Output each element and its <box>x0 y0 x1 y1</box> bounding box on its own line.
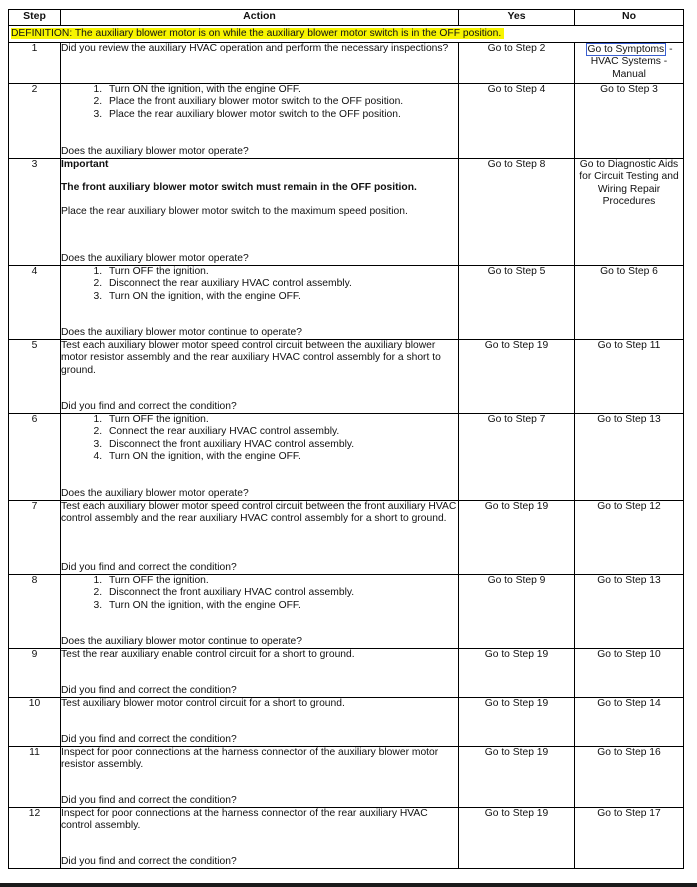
action-question: Did you find and correct the condition? <box>61 561 237 573</box>
list-item: 3. Place the rear auxiliary blower motor switch to the OFF position. <box>105 109 458 121</box>
step-number: 1 <box>9 43 61 84</box>
table-row <box>9 747 684 808</box>
header-no: No <box>575 10 684 26</box>
action-question: Does the auxiliary blower motor continue to operate? <box>61 635 302 647</box>
table-row <box>9 159 684 266</box>
action-list <box>61 84 458 121</box>
yes-result[interactable]: Go to Step 4 <box>459 84 575 159</box>
action-cell <box>61 340 459 414</box>
header-action: Action <box>61 10 459 26</box>
list-item: 1. Turn OFF the ignition. <box>105 266 458 278</box>
important-label: Important <box>61 159 109 170</box>
table-row <box>9 266 684 340</box>
action-text: Place the rear auxiliary blower motor switch to the maximum speed position. <box>61 205 408 217</box>
action-question: Does the auxiliary blower motor operate? <box>61 252 249 264</box>
action-question: Did you find and correct the condition? <box>61 794 237 806</box>
symptoms-link-rest: - HVAC Systems - Manual <box>590 44 673 80</box>
action-text: Test each auxiliary blower motor speed control circuit between the auxiliary blower motor resistor assembly and the rear auxiliary HVAC control assembly for a short to ground. <box>61 340 441 376</box>
step-number: 10 <box>9 698 61 747</box>
action-cell <box>61 159 459 266</box>
action-cell <box>61 84 459 159</box>
yes-result[interactable]: Go to Step 5 <box>459 266 575 340</box>
header-step: Step <box>9 10 61 26</box>
yes-result[interactable]: Go to Step 19 <box>459 747 575 808</box>
no-result[interactable]: Go to Step 12 <box>575 501 684 575</box>
list-item: 1. Turn ON the ignition, with the engine OFF. <box>105 84 458 96</box>
action-question: Did you find and correct the condition? <box>61 855 237 867</box>
table-row <box>9 649 684 698</box>
action-list <box>61 414 458 464</box>
list-item: 1. Turn OFF the ignition. <box>105 414 458 426</box>
yes-result[interactable]: Go to Step 8 <box>459 159 575 266</box>
step-number: 7 <box>9 501 61 575</box>
list-item: 3. Disconnect the front auxiliary HVAC control assembly. <box>105 439 458 451</box>
action-cell <box>61 414 459 501</box>
table-row <box>9 340 684 414</box>
yes-result[interactable]: Go to Step 7 <box>459 414 575 501</box>
yes-result[interactable]: Go to Step 19 <box>459 808 575 869</box>
no-result[interactable]: Go to Step 17 <box>575 808 684 869</box>
no-result[interactable]: Go to Step 10 <box>575 649 684 698</box>
action-list <box>61 266 458 303</box>
step-number: 5 <box>9 340 61 414</box>
action-cell <box>61 698 459 747</box>
action-cell <box>61 808 459 869</box>
table-row <box>9 501 684 575</box>
action-text: Inspect for poor connections at the harness connector of the rear auxiliary HVAC control assembly. <box>61 808 428 832</box>
no-result[interactable]: Go to Step 11 <box>575 340 684 414</box>
action-question: Did you find and correct the condition? <box>61 733 237 745</box>
yes-result[interactable]: Go to Step 9 <box>459 575 575 649</box>
diagnostic-table <box>8 9 684 869</box>
action-cell <box>61 575 459 649</box>
no-result[interactable]: Go to Step 14 <box>575 698 684 747</box>
table-row <box>9 575 684 649</box>
action-text: Test the rear auxiliary enable control circuit for a short to ground. <box>61 649 355 660</box>
important-text: The front auxiliary blower motor switch must remain in the OFF position. <box>61 182 417 194</box>
yes-result[interactable]: Go to Step 19 <box>459 698 575 747</box>
list-item: 2. Place the front auxiliary blower motor switch to the OFF position. <box>105 96 458 108</box>
table-row <box>9 808 684 869</box>
table-header-row <box>9 10 684 26</box>
header-yes: Yes <box>459 10 575 26</box>
bottom-divider <box>0 883 697 887</box>
action-question: Did you find and correct the condition? <box>61 400 237 412</box>
list-item: 2. Connect the rear auxiliary HVAC control assembly. <box>105 426 458 438</box>
action-text: Test auxiliary blower motor control circuit for a short to ground. <box>61 698 345 709</box>
table-row <box>9 43 684 84</box>
action-question: Does the auxiliary blower motor operate? <box>61 487 249 499</box>
no-result[interactable]: Go to Diagnostic Aids for Circuit Testing and Wiring Repair Procedures <box>575 159 684 266</box>
step-number: 2 <box>9 84 61 159</box>
list-item: 2. Disconnect the front auxiliary HVAC control assembly. <box>105 587 458 599</box>
table-row <box>9 698 684 747</box>
list-item: 1. Turn OFF the ignition. <box>105 575 458 587</box>
table-row <box>9 414 684 501</box>
list-item: 2. Disconnect the rear auxiliary HVAC control assembly. <box>105 278 458 290</box>
no-result <box>575 43 684 84</box>
no-result[interactable]: Go to Step 6 <box>575 266 684 340</box>
action-cell <box>61 747 459 808</box>
list-item: 3. Turn ON the ignition, with the engine OFF. <box>105 291 458 303</box>
step-number: 11 <box>9 747 61 808</box>
definition-text: DEFINITION: The auxiliary blower motor is on while the auxiliary blower motor switch is in the OFF position. <box>11 28 504 39</box>
action-text: Test each auxiliary blower motor speed control circuit between the front auxiliary HVAC control assembly and the rear auxiliary HVAC control assembly for a short to ground. <box>61 501 457 525</box>
yes-result[interactable]: Go to Step 19 <box>459 501 575 575</box>
yes-result[interactable]: Go to Step 2 <box>459 43 575 84</box>
no-result[interactable]: Go to Step 16 <box>575 747 684 808</box>
action-question: Does the auxiliary blower motor continue to operate? <box>61 326 302 338</box>
action-cell <box>61 266 459 340</box>
yes-result[interactable]: Go to Step 19 <box>459 340 575 414</box>
step-number: 4 <box>9 266 61 340</box>
action-cell <box>61 649 459 698</box>
step-number: 3 <box>9 159 61 266</box>
yes-result[interactable]: Go to Step 19 <box>459 649 575 698</box>
list-item: 3. Turn ON the ignition, with the engine OFF. <box>105 600 458 612</box>
no-result[interactable]: Go to Step 13 <box>575 414 684 501</box>
action-cell <box>61 501 459 575</box>
symptoms-link[interactable]: Go to Symptoms <box>587 44 665 55</box>
table-row <box>9 84 684 159</box>
no-result[interactable]: Go to Step 3 <box>575 84 684 159</box>
step-number: 12 <box>9 808 61 869</box>
no-result[interactable]: Go to Step 13 <box>575 575 684 649</box>
step-number: 6 <box>9 414 61 501</box>
action-question: Did you find and correct the condition? <box>61 684 237 696</box>
action-text: Did you review the auxiliary HVAC operation and perform the necessary inspections? <box>61 43 459 84</box>
action-list <box>61 575 458 612</box>
action-question: Does the auxiliary blower motor operate? <box>61 145 249 157</box>
step-number: 9 <box>9 649 61 698</box>
action-text: Inspect for poor connections at the harness connector of the auxiliary blower motor resistor assembly. <box>61 747 439 771</box>
list-item: 4. Turn ON the ignition, with the engine OFF. <box>105 451 458 463</box>
step-number: 8 <box>9 575 61 649</box>
definition-row <box>9 26 684 43</box>
